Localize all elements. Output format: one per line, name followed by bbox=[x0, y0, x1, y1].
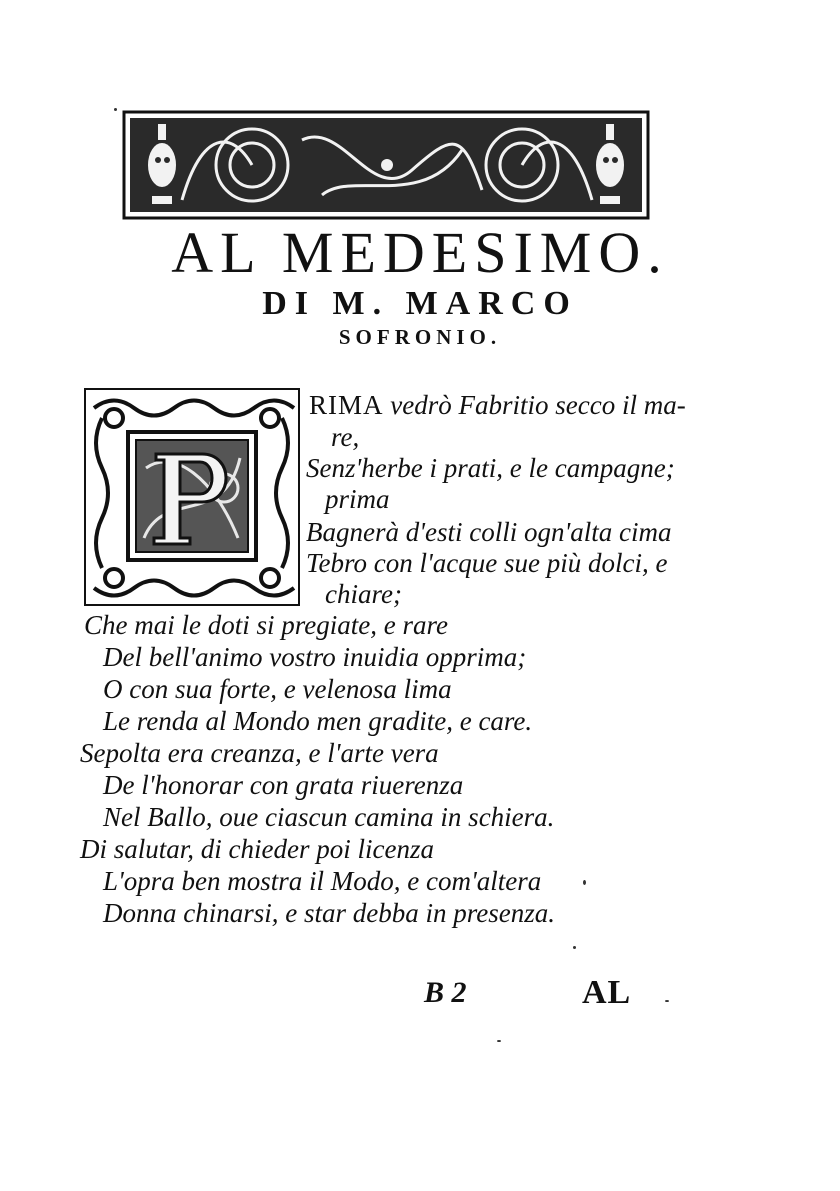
poem-line-14: Nel Ballo, oue ciascun camina in schiera. bbox=[103, 802, 555, 832]
poem-line-8: Che mai le doti si pregiate, e rare bbox=[84, 610, 448, 640]
poem-line-9: Del bell'animo vostro inuidia opprima; bbox=[103, 642, 527, 672]
page-subtitle: DI M. MARCO bbox=[262, 285, 578, 322]
poem-line-11: Le renda al Mondo men gradite, e care. bbox=[103, 706, 533, 736]
poem-line-2: re, bbox=[331, 422, 360, 452]
poem-line-17: Donna chinarsi, e star debba in presenza. bbox=[103, 898, 555, 928]
poem-line-7: chiare; bbox=[325, 579, 402, 609]
poem-line-1 bbox=[309, 392, 686, 419]
poem-line-6: Tebro con l'acque sue più dolci, e bbox=[306, 548, 668, 578]
signature-mark: B 2 bbox=[424, 976, 467, 1009]
poem-line-4: prima bbox=[325, 484, 390, 514]
poem-line-text: vedrò Fabritio secco il ma- bbox=[390, 390, 686, 420]
poem-line-12: Sepolta era creanza, e l'arte vera bbox=[80, 738, 439, 768]
page-title: AL MEDESIMO. bbox=[171, 220, 669, 285]
poem-line-13: De l'honorar con grata riuerenza bbox=[103, 770, 464, 800]
poem-line-3: Senz'herbe i prati, e le campagne; bbox=[306, 453, 675, 483]
ink-speck bbox=[114, 108, 117, 111]
poem-line-16: L'opra ben mostra il Modo, e com'altera bbox=[103, 866, 542, 896]
poem-line-15: Di salutar, di chieder poi licenza bbox=[80, 834, 434, 864]
poem-line-5: Bagnerà d'esti colli ogn'alta cima bbox=[306, 517, 672, 547]
poem-line-10: O con sua forte, e velenosa lima bbox=[103, 674, 452, 704]
ink-speck bbox=[583, 880, 586, 885]
ink-speck bbox=[497, 1040, 501, 1042]
author-name: SOFRONIO. bbox=[338, 325, 502, 349]
ink-speck bbox=[573, 946, 576, 949]
initial-word-rest: RIMA bbox=[309, 390, 384, 420]
catchword: AL bbox=[582, 974, 632, 1011]
ink-speck bbox=[665, 1000, 669, 1002]
